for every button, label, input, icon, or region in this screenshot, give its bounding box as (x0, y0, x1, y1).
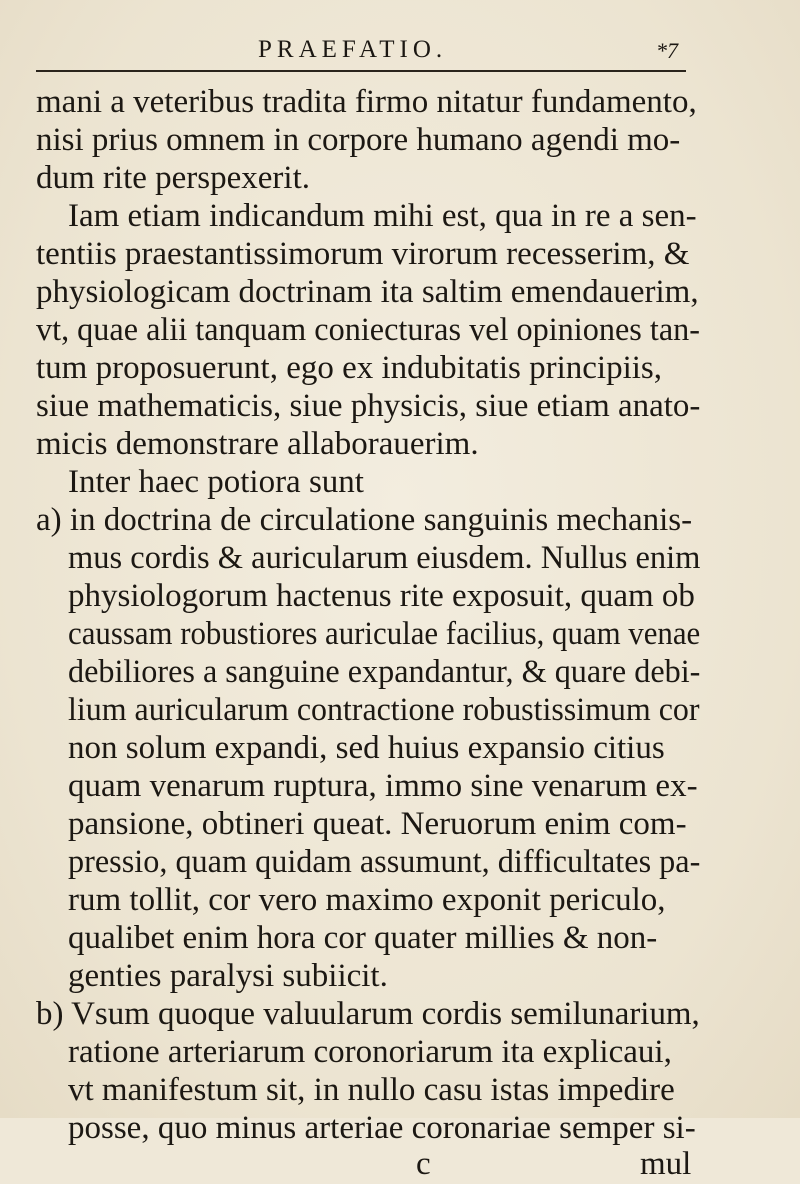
running-head: PRAEFATIO. (258, 36, 448, 63)
text-line: tum proposuerunt, ego ex indubitatis principiis, (36, 350, 663, 386)
text-line: physiologorum hactenus rite exposuit, quam ob (68, 578, 695, 614)
text-line: lium auricularum contractione robustissimum cor (68, 692, 700, 728)
text-line: siue mathematicis, siue physicis, siue etiam anato- (36, 388, 701, 424)
header-rule (36, 70, 686, 72)
catchword: mul (640, 1146, 692, 1182)
text-line: genties paralysi subiicit. (68, 958, 388, 994)
text-line: Iam etiam indicandum mihi est, qua in re a sen- (68, 198, 697, 234)
text-line: qualibet enim hora cor quater millies & non- (68, 920, 658, 956)
page-header (0, 30, 800, 70)
text-line: dum rite perspexerit. (36, 160, 310, 196)
text-line: posse, quo minus arteriae coronariae semper si- (68, 1110, 696, 1146)
text-line: rum tollit, cor vero maximo exponit periculo, (68, 882, 666, 918)
text-line: tentiis praestantissimorum virorum recesserim, & (36, 236, 690, 272)
text-line: pressio, quam quidam assumunt, difficultates pa- (68, 844, 701, 880)
text-line: mani a veteribus tradita firmo nitatur fundamento, (36, 84, 697, 120)
text-line: nisi prius omnem in corpore humano agendi mo- (36, 122, 681, 158)
text-line: b) Vsum quoque valuularum cordis semilunarium, (36, 996, 700, 1032)
page-signature: *7 (656, 38, 678, 63)
text-line: pansione, obtineri queat. Neruorum enim com- (68, 806, 687, 842)
text-line: physiologicam doctrinam ita saltim emendauerim, (36, 274, 699, 310)
text-line: vt manifestum sit, in nullo casu istas impedire (68, 1072, 675, 1108)
text-line: caussam robustiores auriculae facilius, quam venae (68, 616, 701, 652)
text-line: non solum expandi, sed huius expansio citius (68, 730, 665, 766)
text-line: quam venarum ruptura, immo sine venarum ex- (68, 768, 698, 804)
text-line: Inter haec potiora sunt (68, 464, 364, 500)
gathering-signature: c (416, 1146, 431, 1182)
text-line: a) in doctrina de circulatione sanguinis mechanis- (36, 502, 693, 538)
text-line: mus cordis & auricularum eiusdem. Nullus enim (68, 540, 701, 576)
text-line: vt, quae alii tanquam coniecturas vel opiniones tan- (36, 312, 700, 348)
text-line: ratione arteriarum coronoriarum ita explicaui, (68, 1034, 672, 1070)
text-line: micis demonstrare allaborauerim. (36, 426, 479, 462)
text-line: debiliores a sanguine expandantur, & quare debi- (68, 654, 701, 690)
